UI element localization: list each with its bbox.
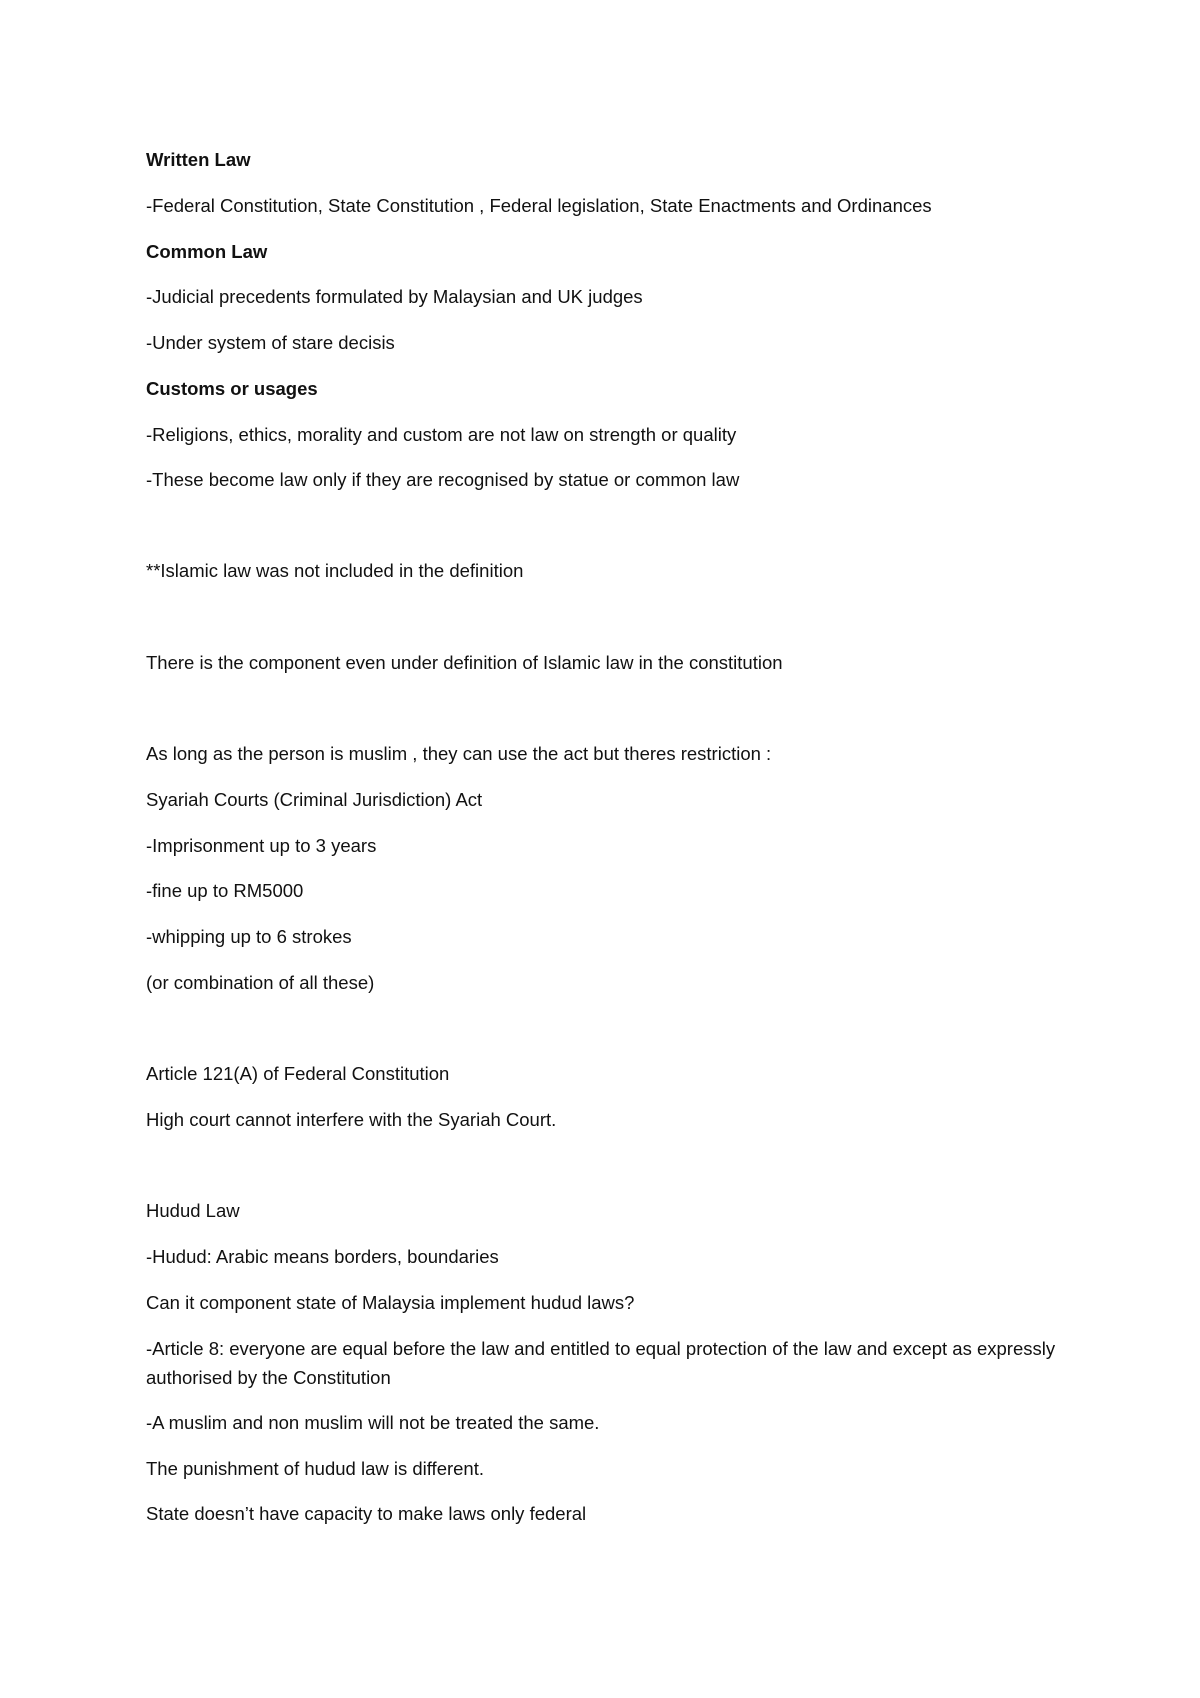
text-paragraph: -Article 8: everyone are equal before the law and entitled to equal protection of the law and except as expressly authorised by the Constitution (146, 1338, 1056, 1388)
text-line: -A muslim and non muslim will not be treated the same. (146, 1412, 600, 1433)
text-line: Hudud Law (146, 1200, 240, 1221)
heading-common-law: Common Law (146, 241, 268, 262)
text-line: Article 121(A) of Federal Constitution (146, 1063, 450, 1084)
text-line: -Religions, ethics, morality and custom are not law on strength or quality (146, 424, 737, 445)
text-line: Can it component state of Malaysia implement hudud laws? (146, 1292, 635, 1313)
text-line: -Under system of stare decisis (146, 332, 395, 353)
text-line: -Federal Constitution, State Constitution , Federal legislation, State Enactments and Ordinances (146, 195, 932, 216)
text-line: **Islamic law was not included in the definition (146, 560, 524, 581)
text-line: There is the component even under definition of Islamic law in the constitution (146, 652, 783, 673)
text-line: (or combination of all these) (146, 972, 375, 993)
text-line: -These become law only if they are recognised by statue or common law (146, 469, 740, 490)
text-line: -whipping up to 6 strokes (146, 926, 352, 947)
text-line: -Imprisonment up to 3 years (146, 835, 377, 856)
text-line: As long as the person is muslim , they can use the act but theres restriction : (146, 743, 772, 764)
text-line: -Judicial precedents formulated by Malaysian and UK judges (146, 286, 643, 307)
heading-customs-or-usages: Customs or usages (146, 378, 318, 399)
text-line: State doesn’t have capacity to make laws only federal (146, 1503, 587, 1524)
text-line: The punishment of hudud law is different. (146, 1458, 485, 1479)
text-line: High court cannot interfere with the Syariah Court. (146, 1109, 557, 1130)
heading-written-law: Written Law (146, 149, 251, 170)
text-line: -fine up to RM5000 (146, 880, 304, 901)
text-line: -Hudud: Arabic means borders, boundaries (146, 1246, 499, 1267)
text-line: Syariah Courts (Criminal Jurisdiction) Act (146, 789, 483, 810)
